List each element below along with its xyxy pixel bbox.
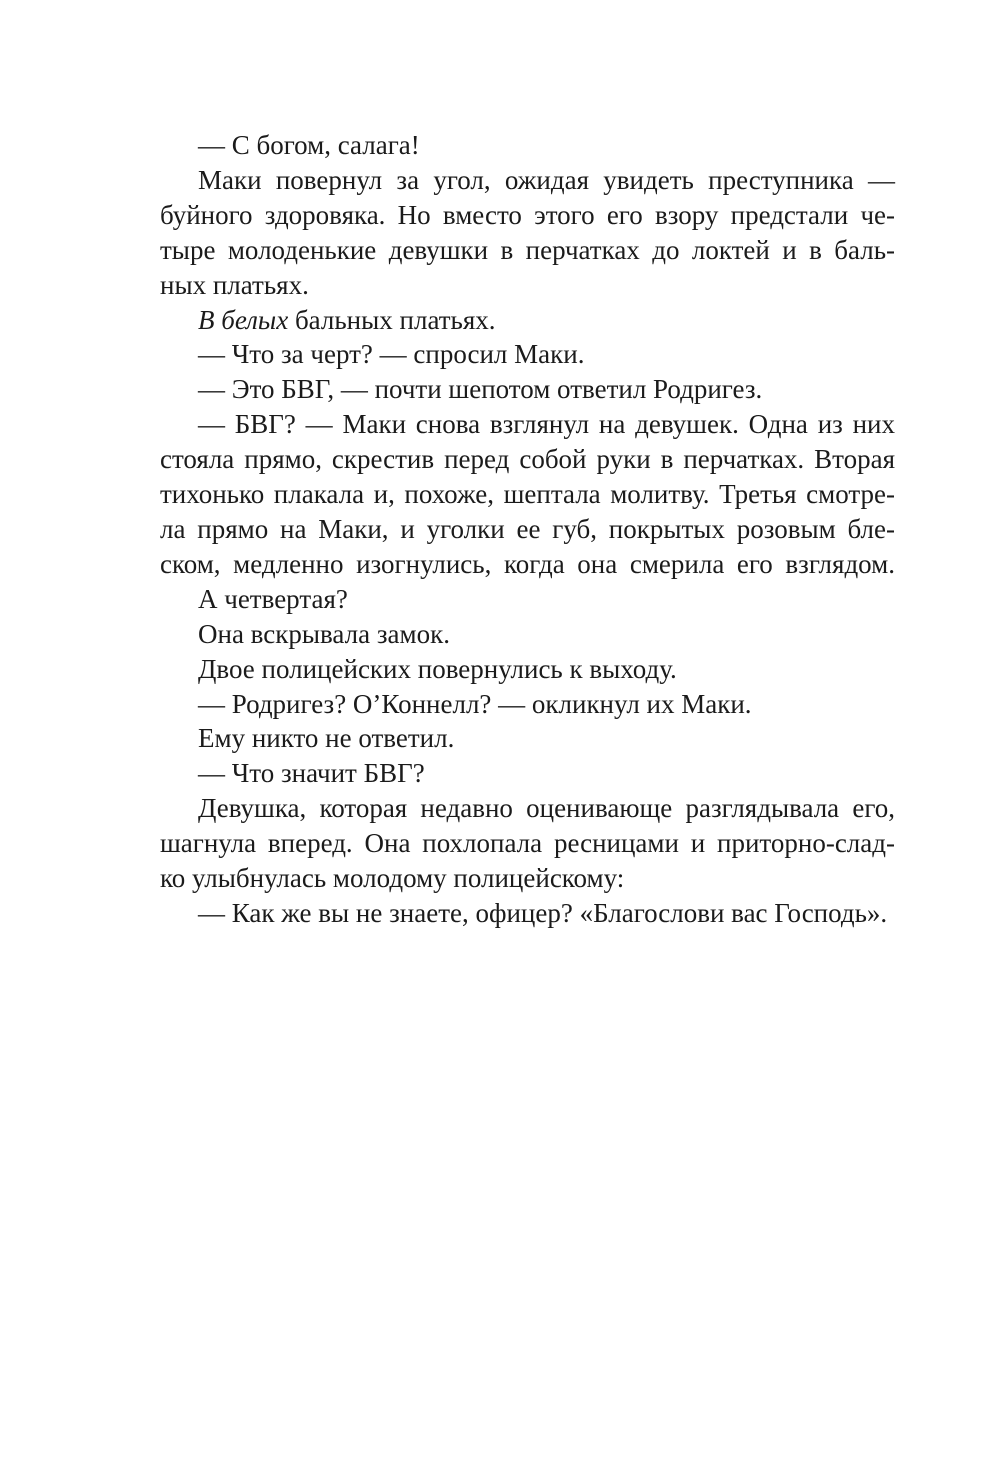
text-line: ных платьях.	[160, 269, 309, 300]
text-line: тихонько плакала и, похоже, шептала молитву. Третья смотре-	[160, 479, 895, 510]
text-line: буйного здоровяка. Но вместо этого его взору предстали че-	[160, 199, 895, 230]
text-line: ко улыбнулась молодому полицейскому:	[160, 863, 625, 894]
text-line: ском, медленно изогнулись, когда она смерила его взглядом.	[160, 548, 895, 579]
book-page-text	[160, 128, 895, 931]
dialogue-line: — БВГ? — Маки снова взглянул на девушек. Одна из них	[198, 409, 895, 440]
dialogue-line: — Это БВГ, — почти шепотом ответил Родригез.	[198, 374, 763, 405]
text-line: Ему никто не ответил.	[198, 723, 455, 754]
text-line: Маки повернул за угол, ожидая увидеть преступника —	[198, 164, 895, 195]
text-line: стояла прямо, скрестив перед собой руки в перчатках. Вторая	[160, 444, 895, 475]
text-line: — С богом, салага!	[198, 130, 420, 160]
text-line: Она вскрывала замок.	[198, 618, 450, 649]
dialogue-line: — Что за черт? — спросил Маки.	[198, 339, 585, 370]
italic-phrase: В белых	[198, 304, 289, 335]
text-line: шагнула вперед. Она похлопала ресницами и приторно-слад-	[160, 828, 895, 859]
dialogue-line: — Родригез? О’Коннелл? — окликнул их Маки.	[198, 688, 752, 719]
text-line: тыре молоденькие девушки в перчатках до локтей и в баль-	[160, 234, 895, 265]
text-fragment: бальных платьях.	[288, 304, 496, 335]
text-line-emphasis	[160, 303, 895, 338]
dialogue-line: — Как же вы не знаете, офицер? «Благослови вас Господь».	[198, 897, 888, 928]
text-line: Двое полицейских повернулись к выходу.	[198, 653, 677, 684]
text-line: ла прямо на Маки, и уголки ее губ, покрытых розовым бле-	[160, 513, 895, 544]
dialogue-line: — Что значит БВГ?	[198, 758, 425, 789]
text-line: А четвертая?	[198, 583, 348, 614]
text-line: Девушка, которая недавно оценивающе разглядывала его,	[198, 793, 895, 824]
